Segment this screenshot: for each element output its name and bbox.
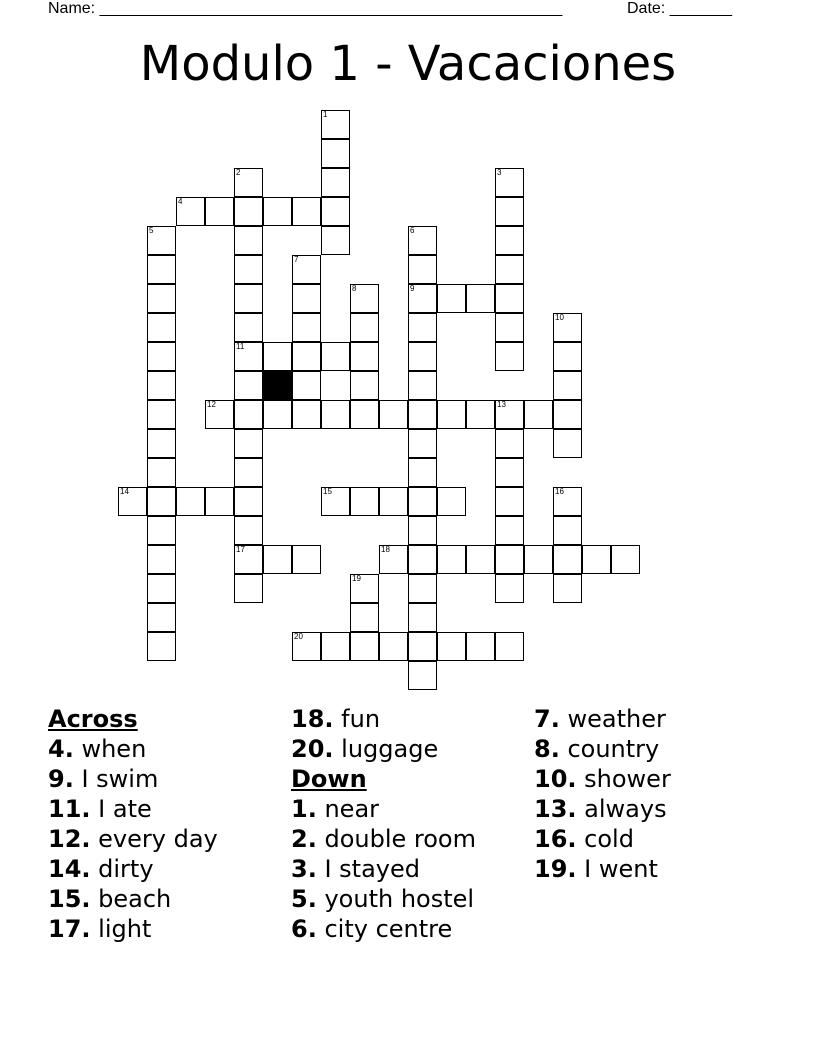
clue-down-13	[534, 794, 671, 824]
crossword-cell[interactable]	[524, 400, 553, 429]
crossword-cell[interactable]	[553, 400, 582, 429]
crossword-cell[interactable]	[292, 632, 321, 661]
across-heading: Across	[48, 705, 138, 733]
crossword-cell[interactable]	[553, 516, 582, 545]
crossword-cell[interactable]	[147, 429, 176, 458]
clue-number: 19.	[534, 855, 577, 883]
crossword-cell[interactable]	[147, 545, 176, 574]
crossword-cell[interactable]	[263, 197, 292, 226]
crossword-cell[interactable]	[437, 545, 466, 574]
crossword-cell[interactable]	[321, 110, 350, 139]
clue-number: 17.	[48, 915, 91, 943]
crossword-cell[interactable]	[553, 574, 582, 603]
crossword-cell[interactable]	[408, 545, 437, 574]
crossword-cell[interactable]	[321, 400, 350, 429]
cell-number: 17	[236, 545, 245, 554]
crossword-cell[interactable]	[234, 429, 263, 458]
crossword-cell[interactable]	[495, 429, 524, 458]
crossword-cell[interactable]	[553, 487, 582, 516]
clue-down-19	[534, 854, 671, 884]
crossword-cell[interactable]	[147, 603, 176, 632]
crossword-cell[interactable]	[234, 458, 263, 487]
crossword-cell[interactable]	[495, 400, 524, 429]
crossword-cell[interactable]	[321, 226, 350, 255]
clue-text: I swim	[81, 765, 159, 793]
clue-number: 10.	[534, 765, 577, 793]
crossword-cell[interactable]	[379, 400, 408, 429]
crossword-cell[interactable]	[466, 632, 495, 661]
crossword-cell[interactable]	[379, 632, 408, 661]
crossword-cell[interactable]	[147, 400, 176, 429]
crossword-cell[interactable]	[321, 197, 350, 226]
crossword-cell[interactable]	[205, 400, 234, 429]
cell-number: 12	[207, 400, 216, 409]
clue-number: 9.	[48, 765, 74, 793]
crossword-cell[interactable]	[321, 168, 350, 197]
cell-number: 6	[410, 226, 415, 235]
clue-number: 18.	[291, 705, 334, 733]
crossword-cell[interactable]	[234, 197, 263, 226]
crossword-cell[interactable]	[495, 545, 524, 574]
crossword-cell[interactable]	[147, 516, 176, 545]
clue-across-9	[48, 764, 218, 794]
cell-number: 11	[236, 342, 245, 351]
crossword-cell[interactable]	[408, 487, 437, 516]
crossword-cell[interactable]	[147, 632, 176, 661]
crossword-cell[interactable]	[495, 458, 524, 487]
crossword-cell[interactable]	[553, 429, 582, 458]
black-square	[263, 371, 292, 400]
cell-number: 19	[352, 574, 361, 583]
crossword-cell[interactable]	[437, 632, 466, 661]
clue-across-11	[48, 794, 218, 824]
crossword-cell[interactable]	[437, 284, 466, 313]
cell-number: 10	[555, 313, 564, 322]
crossword-cell[interactable]	[553, 313, 582, 342]
crossword-cell[interactable]	[118, 487, 147, 516]
cell-number: 7	[294, 255, 299, 264]
crossword-cell[interactable]	[292, 342, 321, 371]
clue-down-5	[291, 884, 476, 914]
crossword-cell[interactable]	[408, 400, 437, 429]
page-title: Modulo 1 - Vacaciones	[139, 36, 677, 92]
crossword-cell[interactable]	[234, 342, 263, 371]
cell-number: 5	[149, 226, 154, 235]
crossword-cell[interactable]	[495, 632, 524, 661]
clue-text: fun	[341, 705, 381, 733]
crossword-cell[interactable]	[176, 487, 205, 516]
clue-number: 4.	[48, 735, 74, 763]
clue-down-3	[291, 854, 476, 884]
crossword-cell[interactable]	[234, 574, 263, 603]
clue-text: I ate	[98, 795, 152, 823]
clue-text: luggage	[341, 735, 439, 763]
crossword-cell[interactable]	[553, 545, 582, 574]
crossword-cell[interactable]	[437, 400, 466, 429]
clue-across-4	[48, 734, 218, 764]
crossword-cell[interactable]	[495, 487, 524, 516]
crossword-cell[interactable]	[350, 632, 379, 661]
cell-number: 16	[555, 487, 564, 496]
cell-number: 15	[323, 487, 332, 496]
clue-text: shower	[584, 765, 671, 793]
crossword-cell[interactable]	[321, 487, 350, 516]
crossword-cell[interactable]	[408, 226, 437, 255]
crossword-cell[interactable]	[466, 400, 495, 429]
crossword-cell[interactable]	[234, 516, 263, 545]
clue-across-12	[48, 824, 218, 854]
crossword-cell[interactable]	[147, 371, 176, 400]
crossword-cell[interactable]	[408, 458, 437, 487]
clue-text: weather	[567, 705, 666, 733]
clue-number: 20.	[291, 735, 334, 763]
cell-number: 3	[497, 168, 502, 177]
crossword-cell[interactable]	[408, 632, 437, 661]
crossword-cell[interactable]	[176, 197, 205, 226]
clue-down-2	[291, 824, 476, 854]
clue-text: beach	[98, 885, 172, 913]
clue-text: when	[81, 735, 147, 763]
down-heading: Down	[291, 765, 367, 793]
crossword-cell[interactable]	[495, 226, 524, 255]
clue-across-14	[48, 854, 218, 884]
crossword-cell[interactable]	[466, 545, 495, 574]
clue-text: I stayed	[324, 855, 420, 883]
cell-number: 2	[236, 168, 241, 177]
crossword-cell[interactable]	[408, 661, 437, 690]
crossword-cell[interactable]	[350, 284, 379, 313]
clues-column-1	[48, 704, 218, 944]
clue-number: 14.	[48, 855, 91, 883]
cell-number: 13	[497, 400, 506, 409]
crossword-cell[interactable]	[234, 400, 263, 429]
clue-number: 2.	[291, 825, 317, 853]
clue-down-7	[534, 704, 671, 734]
cell-number: 1	[323, 110, 328, 119]
crossword-cell[interactable]	[292, 400, 321, 429]
crossword-cell[interactable]	[263, 400, 292, 429]
crossword-cell[interactable]	[495, 168, 524, 197]
date-field-label: Date: _______	[627, 0, 732, 17]
crossword-cell[interactable]	[495, 516, 524, 545]
crossword-cell[interactable]	[147, 226, 176, 255]
clue-text: light	[98, 915, 152, 943]
clue-down-8	[534, 734, 671, 764]
crossword-cell[interactable]	[524, 545, 553, 574]
crossword-cell[interactable]	[321, 139, 350, 168]
crossword-cell[interactable]	[350, 342, 379, 371]
crossword-cell[interactable]	[495, 284, 524, 313]
crossword-cell[interactable]	[147, 574, 176, 603]
crossword-cell[interactable]	[292, 255, 321, 284]
cell-number: 18	[381, 545, 390, 554]
clue-number: 8.	[534, 735, 560, 763]
clue-number: 6.	[291, 915, 317, 943]
clue-across-18	[291, 704, 476, 734]
crossword-cell[interactable]	[611, 545, 640, 574]
crossword-cell[interactable]	[234, 284, 263, 313]
clues-column-2	[291, 704, 476, 944]
crossword-cell[interactable]	[495, 255, 524, 284]
crossword-cell[interactable]	[408, 516, 437, 545]
crossword-cell[interactable]	[408, 255, 437, 284]
crossword-cell[interactable]	[263, 342, 292, 371]
clue-down-6	[291, 914, 476, 944]
crossword-cell[interactable]	[466, 284, 495, 313]
crossword-cell[interactable]	[350, 371, 379, 400]
crossword-cell[interactable]	[553, 342, 582, 371]
clue-across-20	[291, 734, 476, 764]
clue-text: cold	[584, 825, 634, 853]
clue-down-16	[534, 824, 671, 854]
crossword-cell[interactable]	[292, 284, 321, 313]
crossword-cell[interactable]	[321, 632, 350, 661]
crossword-cell[interactable]	[263, 545, 292, 574]
crossword-cell[interactable]	[582, 545, 611, 574]
crossword-cell[interactable]	[408, 342, 437, 371]
clue-text: city centre	[324, 915, 453, 943]
crossword-cell[interactable]	[234, 545, 263, 574]
crossword-cell[interactable]	[495, 342, 524, 371]
clue-text: I went	[584, 855, 658, 883]
crossword-cell[interactable]	[350, 400, 379, 429]
crossword-cell[interactable]	[292, 313, 321, 342]
crossword-cell[interactable]	[408, 603, 437, 632]
crossword-cell[interactable]	[495, 313, 524, 342]
crossword-cell[interactable]	[350, 313, 379, 342]
cell-number: 8	[352, 284, 357, 293]
clue-text: always	[584, 795, 667, 823]
clue-number: 7.	[534, 705, 560, 733]
crossword-cell[interactable]	[408, 429, 437, 458]
clues-column-3	[534, 704, 671, 884]
crossword-cell[interactable]	[379, 487, 408, 516]
crossword-cell[interactable]	[408, 313, 437, 342]
crossword-cell[interactable]	[495, 574, 524, 603]
crossword-cell[interactable]	[234, 487, 263, 516]
crossword-cell[interactable]	[234, 226, 263, 255]
crossword-cell[interactable]	[350, 487, 379, 516]
crossword-cell[interactable]	[379, 545, 408, 574]
crossword-cell[interactable]	[147, 255, 176, 284]
crossword-cell[interactable]	[292, 197, 321, 226]
crossword-cell[interactable]	[205, 487, 234, 516]
crossword-cell[interactable]	[350, 574, 379, 603]
crossword-cell[interactable]	[234, 168, 263, 197]
clue-text: near	[324, 795, 380, 823]
crossword-cell[interactable]	[321, 342, 350, 371]
crossword-cell[interactable]	[147, 342, 176, 371]
crossword-cell[interactable]	[292, 371, 321, 400]
crossword-cell[interactable]	[437, 487, 466, 516]
clue-number: 5.	[291, 885, 317, 913]
clue-number: 3.	[291, 855, 317, 883]
crossword-cell[interactable]	[234, 255, 263, 284]
crossword-cell[interactable]	[147, 284, 176, 313]
clue-across-15	[48, 884, 218, 914]
clue-text: double room	[324, 825, 476, 853]
crossword-cell[interactable]	[408, 574, 437, 603]
clue-text: country	[567, 735, 660, 763]
clue-number: 13.	[534, 795, 577, 823]
clue-number: 1.	[291, 795, 317, 823]
crossword-cell[interactable]	[147, 458, 176, 487]
clue-number: 15.	[48, 885, 91, 913]
crossword-cell[interactable]	[350, 603, 379, 632]
clue-down-1	[291, 794, 476, 824]
clue-text: youth hostel	[324, 885, 475, 913]
clue-number: 11.	[48, 795, 91, 823]
crossword-cell[interactable]	[408, 284, 437, 313]
clue-number: 12.	[48, 825, 91, 853]
crossword-cell[interactable]	[205, 197, 234, 226]
clue-across-17	[48, 914, 218, 944]
cell-number: 4	[178, 197, 183, 206]
crossword-cell[interactable]	[234, 371, 263, 400]
clue-text: dirty	[98, 855, 154, 883]
crossword-cell[interactable]	[408, 371, 437, 400]
crossword-cell[interactable]	[234, 313, 263, 342]
crossword-cell[interactable]	[495, 197, 524, 226]
cell-number: 14	[120, 487, 129, 496]
clue-down-10	[534, 764, 671, 794]
crossword-cell[interactable]	[147, 313, 176, 342]
clue-number: 16.	[534, 825, 577, 853]
name-field-label: Name: ____________________________________________________	[48, 0, 563, 17]
crossword-cell[interactable]	[553, 371, 582, 400]
crossword-cell[interactable]	[147, 487, 176, 516]
cell-number: 9	[410, 284, 415, 293]
cell-number: 20	[294, 632, 303, 641]
crossword-cell[interactable]	[292, 545, 321, 574]
clue-text: every day	[98, 825, 218, 853]
